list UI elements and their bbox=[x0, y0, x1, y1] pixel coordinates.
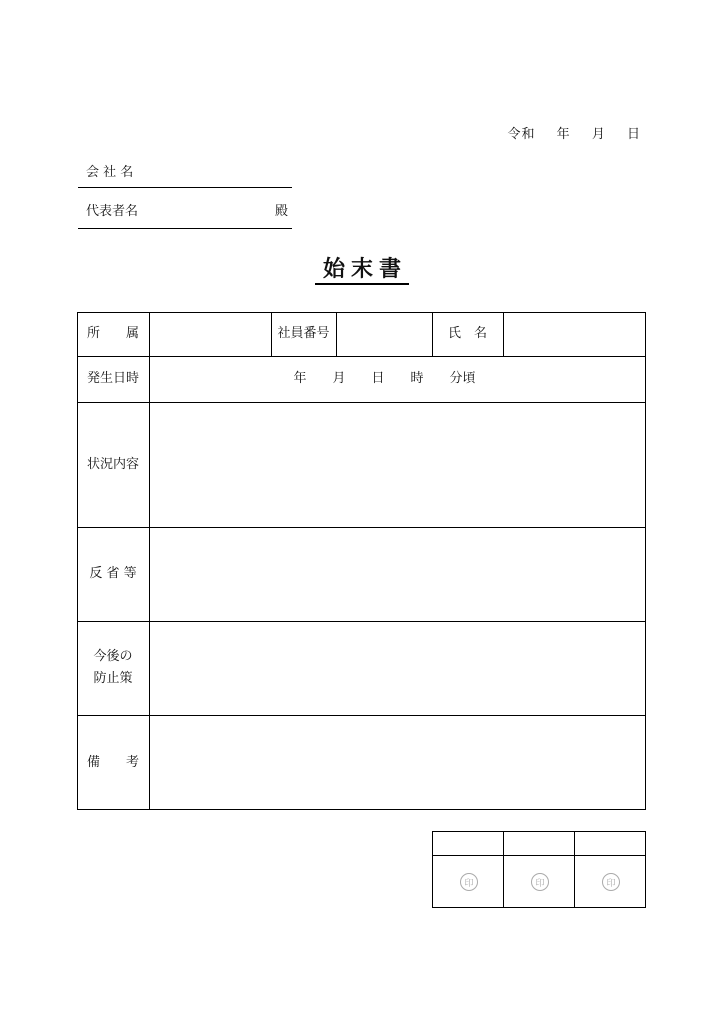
incident-form bbox=[77, 312, 646, 810]
page-title: 始末書 bbox=[0, 252, 724, 283]
name-field[interactable] bbox=[504, 312, 646, 356]
reflection-label: 反 省 等 bbox=[89, 566, 137, 581]
stamp-col-divider bbox=[574, 831, 575, 908]
date-year: 年 bbox=[556, 127, 571, 142]
seal-stamp-2[interactable]: 印 bbox=[531, 873, 549, 891]
remarks-label: 備 考 bbox=[86, 754, 139, 770]
representative-line[interactable] bbox=[78, 228, 292, 229]
occurrence-field[interactable]: 年 月 日 時 分頃 bbox=[293, 371, 476, 386]
stamp-col-divider bbox=[503, 831, 504, 908]
situation-field[interactable] bbox=[150, 402, 646, 527]
reflection-field[interactable] bbox=[150, 527, 646, 621]
name-label: 氏 名 bbox=[447, 326, 487, 341]
occurrence-label: 発生日時 bbox=[86, 371, 139, 386]
date-day: 日 bbox=[626, 127, 641, 142]
company-name-label: 会 社 名 bbox=[86, 165, 134, 180]
employee-number-field[interactable] bbox=[337, 312, 432, 356]
representative-label: 代表者名 bbox=[86, 204, 139, 219]
prevention-label-line1: 今後の bbox=[93, 649, 133, 664]
honorific: 殿 bbox=[275, 204, 289, 219]
department-label: 所 属 bbox=[86, 326, 139, 341]
stamp-border bbox=[432, 831, 646, 908]
prevention-label-line2: 防止策 bbox=[93, 671, 133, 686]
stamp-header-divider bbox=[432, 855, 646, 856]
seal-stamp-3[interactable]: 印 bbox=[602, 873, 620, 891]
remarks-field[interactable] bbox=[150, 715, 646, 810]
employee-number-label: 社員番号 bbox=[277, 326, 330, 341]
document-date bbox=[508, 123, 641, 142]
seal-stamp-1[interactable]: 印 bbox=[460, 873, 478, 891]
date-era: 令和 bbox=[507, 127, 536, 142]
prevention-field[interactable] bbox=[150, 621, 646, 715]
company-name-line[interactable] bbox=[78, 187, 292, 188]
situation-label: 状況内容 bbox=[86, 456, 139, 472]
prevention-label bbox=[77, 621, 149, 715]
approval-stamp-table bbox=[432, 831, 646, 908]
department-field[interactable] bbox=[150, 312, 271, 356]
date-month: 月 bbox=[591, 127, 606, 142]
